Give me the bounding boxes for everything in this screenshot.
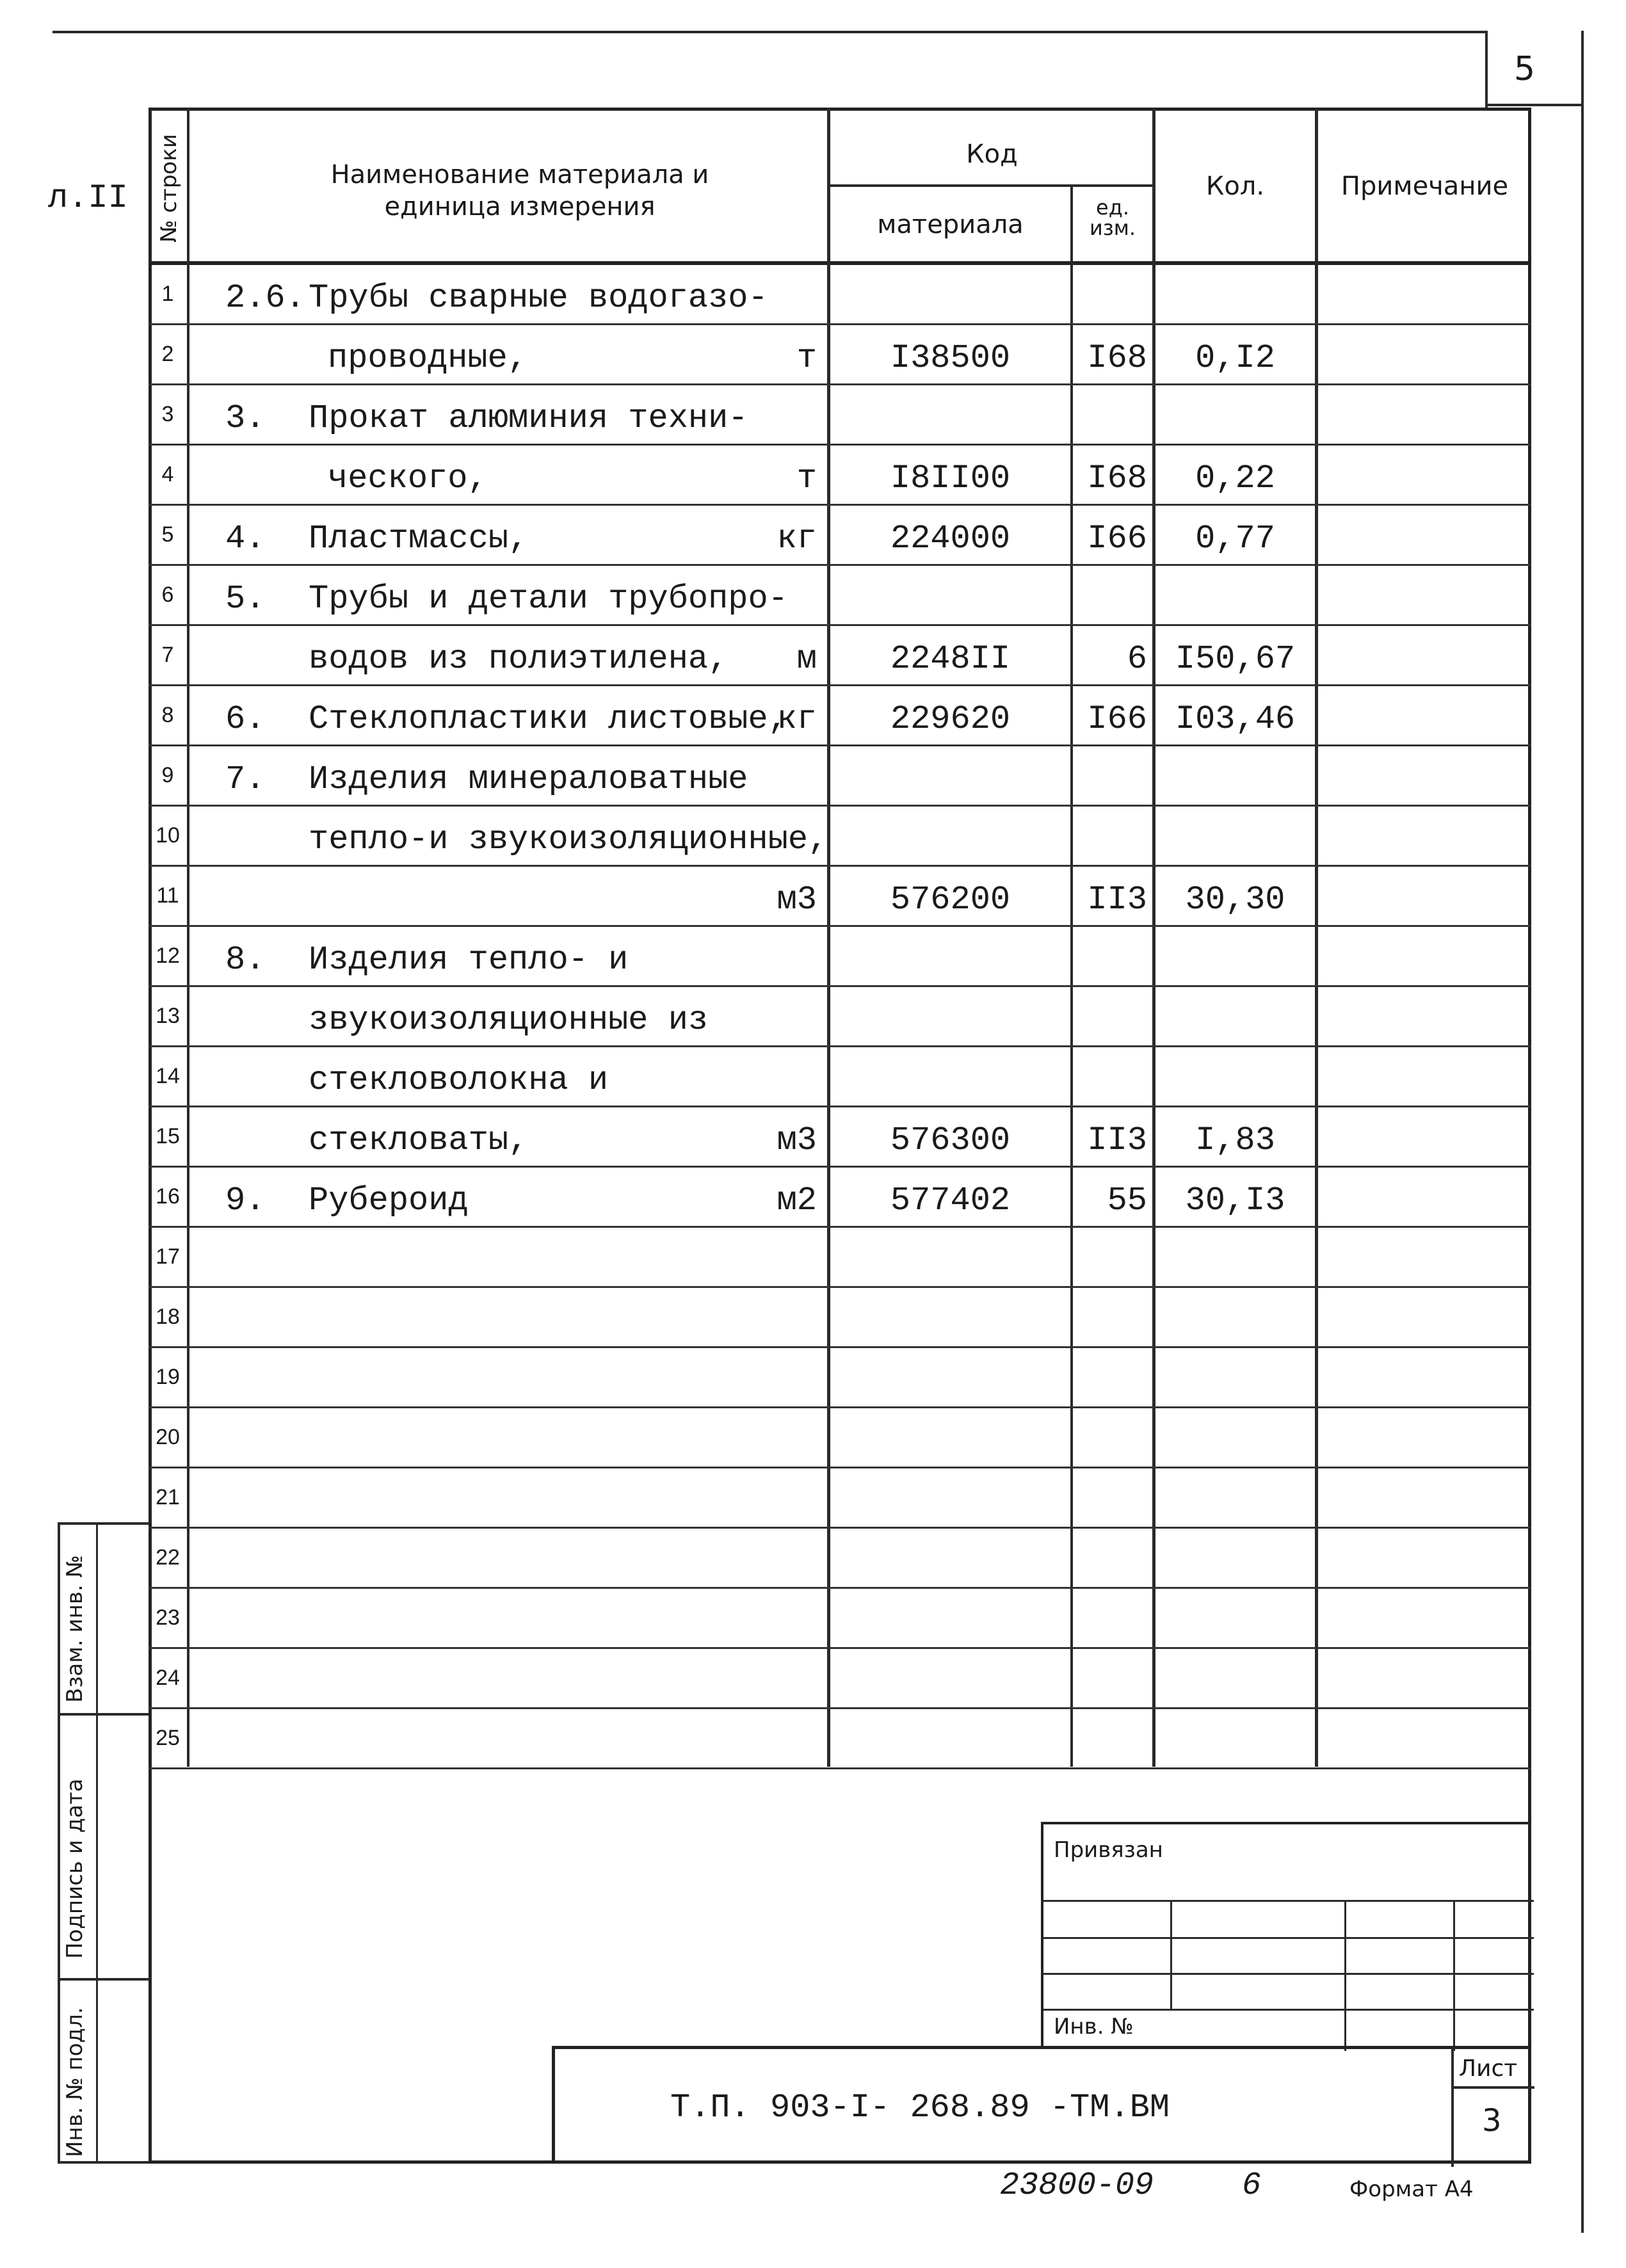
unit-code <box>1073 746 1152 805</box>
unit: м <box>796 640 817 678</box>
row-number: 10 <box>156 823 180 848</box>
table-row <box>149 1649 1531 1709</box>
unit-code <box>1073 265 1152 323</box>
material-code <box>830 746 1070 805</box>
format-label: Формат А4 <box>1349 2176 1474 2202</box>
inv-no-label: Инв. № <box>1054 2014 1134 2039</box>
row-number: 19 <box>156 1365 180 1389</box>
table-row <box>149 446 1531 506</box>
quantity <box>1155 566 1315 624</box>
material-code: 577402 <box>890 1182 1011 1219</box>
material-name: стекловаты, <box>309 1122 529 1159</box>
quantity <box>1155 265 1315 323</box>
sheet-number: 3 <box>1482 2103 1502 2139</box>
unit-code <box>1073 927 1152 985</box>
unit-code: I68 <box>1087 460 1147 497</box>
material-name: тепло-и звукоизоляционные, <box>309 821 828 858</box>
material-code <box>830 1589 1070 1647</box>
material-name: Рубероид <box>309 1182 469 1219</box>
unit <box>744 265 821 323</box>
row-number: 5 <box>161 522 174 547</box>
material-code: 224000 <box>890 520 1011 558</box>
material-name: ческого, <box>328 460 488 497</box>
unit: кг <box>777 520 817 558</box>
row-number: 9 <box>161 763 174 787</box>
table-row <box>149 1408 1531 1468</box>
materials-table <box>149 108 1531 1767</box>
row-number: 24 <box>156 1666 180 1690</box>
row-number: 11 <box>156 883 179 908</box>
material-name: звукоизоляционные из <box>309 1001 709 1039</box>
unit <box>744 1529 821 1587</box>
table-row <box>149 1168 1531 1228</box>
material-code <box>830 927 1070 985</box>
note <box>1318 1348 1531 1406</box>
item-number <box>225 1107 302 1166</box>
row-number: 4 <box>161 462 174 487</box>
unit: кг <box>777 700 817 738</box>
table-row <box>149 1529 1531 1589</box>
note <box>1318 686 1531 744</box>
unit-code <box>1073 1288 1152 1346</box>
quantity <box>1155 1288 1315 1346</box>
material-code: I38500 <box>890 339 1011 377</box>
unit-code <box>1073 1649 1152 1707</box>
table-row <box>149 1047 1531 1107</box>
material-name: Изделия тепло- и <box>309 941 629 979</box>
note <box>1318 446 1531 504</box>
row-number-header: № строки <box>156 134 182 243</box>
unit <box>744 1589 821 1647</box>
material-code <box>830 987 1070 1045</box>
note <box>1318 566 1531 624</box>
table-row <box>149 1107 1531 1168</box>
unit <box>744 566 821 624</box>
table-row <box>149 325 1531 385</box>
quantity <box>1155 1709 1315 1767</box>
item-number: 4. <box>225 520 266 558</box>
unit <box>744 1709 821 1767</box>
quantity <box>1155 1589 1315 1647</box>
note <box>1318 1228 1531 1286</box>
item-number <box>225 1468 302 1527</box>
item-number <box>225 1649 302 1707</box>
material-code <box>830 1047 1070 1106</box>
note <box>1318 987 1531 1045</box>
note <box>1318 1168 1531 1226</box>
material-name: Пластмассы, <box>309 520 529 558</box>
item-number <box>225 1348 302 1406</box>
row-number: 20 <box>156 1425 180 1449</box>
note <box>1318 1589 1531 1647</box>
item-number <box>225 1288 302 1346</box>
side-label-vzam: Взам. инв. № <box>62 1555 88 1703</box>
unit <box>744 1468 821 1527</box>
unit <box>744 987 821 1045</box>
material-code <box>830 1649 1070 1707</box>
material-code <box>830 1408 1070 1467</box>
material-name: Изделия минераловатные <box>309 760 748 798</box>
note <box>1318 867 1531 925</box>
stamp-block <box>1041 1822 1531 2048</box>
row-number: 8 <box>161 703 174 727</box>
material-name: проводные, <box>328 339 528 377</box>
material-code: 229620 <box>890 700 1011 738</box>
item-number: 2.6. <box>225 279 305 317</box>
unit <box>744 1228 821 1286</box>
table-row <box>149 626 1531 686</box>
material-name: водов из полиэтилена, <box>309 640 728 678</box>
material-name <box>309 867 808 925</box>
material-code <box>830 566 1070 624</box>
item-number <box>225 867 302 925</box>
note <box>1318 265 1531 323</box>
row-number: 7 <box>161 643 174 667</box>
name-header <box>232 159 808 223</box>
item-number: 5. <box>225 580 266 618</box>
material-name <box>309 1709 808 1767</box>
item-number <box>225 1589 302 1647</box>
unit <box>744 1047 821 1106</box>
material-code <box>830 1228 1070 1286</box>
item-number <box>225 446 302 504</box>
note <box>1318 1649 1531 1707</box>
table-row <box>149 566 1531 626</box>
quantity <box>1155 987 1315 1045</box>
unit-code-header <box>1073 197 1152 238</box>
quantity <box>1155 1348 1315 1406</box>
quantity-header: Кол. <box>1205 172 1265 201</box>
unit-code <box>1073 1529 1152 1587</box>
note <box>1318 1529 1531 1587</box>
title-block <box>552 2046 1531 2164</box>
unit: м2 <box>777 1182 817 1219</box>
item-number <box>225 1529 302 1587</box>
row-number: 14 <box>156 1064 180 1088</box>
unit-code: 6 <box>1127 640 1147 678</box>
privyazan-label: Привязан <box>1054 1837 1163 1863</box>
note <box>1318 1408 1531 1467</box>
material-code-header: материала <box>877 210 1024 239</box>
table-row <box>149 1589 1531 1649</box>
unit-code: I68 <box>1087 339 1147 377</box>
material-name <box>309 1348 808 1406</box>
unit-header-line2: изм. <box>1089 216 1136 240</box>
unit: т <box>796 460 817 497</box>
table-row <box>149 987 1531 1047</box>
table-row <box>149 746 1531 807</box>
table-row <box>149 265 1531 325</box>
quantity <box>1155 1649 1315 1707</box>
row-number: 12 <box>156 944 180 968</box>
row-number: 6 <box>161 583 174 607</box>
note <box>1318 385 1531 444</box>
quantity: I03,46 <box>1175 700 1296 738</box>
unit <box>744 927 821 985</box>
material-code <box>830 265 1070 323</box>
row-number: 18 <box>156 1305 180 1329</box>
quantity: 0,77 <box>1195 520 1275 558</box>
row-number: 15 <box>156 1124 180 1148</box>
archive-page: 6 <box>1242 2167 1262 2204</box>
row-number: 17 <box>156 1244 180 1269</box>
item-number <box>225 1408 302 1467</box>
material-code: 576200 <box>890 881 1011 919</box>
table-row <box>149 1709 1531 1769</box>
quantity <box>1155 385 1315 444</box>
item-number <box>225 1228 302 1286</box>
item-number <box>225 987 302 1045</box>
material-name <box>309 1529 808 1587</box>
margin-note: л.II <box>48 179 128 217</box>
unit-code <box>1073 1047 1152 1106</box>
item-number: 8. <box>225 941 266 979</box>
unit: м3 <box>777 881 817 919</box>
quantity <box>1155 746 1315 805</box>
material-name: Стеклопластики листовые, <box>309 700 788 738</box>
unit-code: II3 <box>1087 1122 1147 1159</box>
archive-number: 23800-09 <box>1000 2167 1154 2204</box>
item-number: 6. <box>225 700 266 738</box>
table-row <box>149 867 1531 927</box>
quantity: 0,I2 <box>1195 339 1275 377</box>
unit-code <box>1073 1468 1152 1527</box>
code-header: Код <box>966 140 1018 169</box>
material-code <box>830 807 1070 865</box>
material-code: 2248II <box>890 640 1011 678</box>
note <box>1318 1709 1531 1767</box>
unit <box>744 746 821 805</box>
note <box>1318 1288 1531 1346</box>
quantity <box>1155 1047 1315 1106</box>
note <box>1318 506 1531 564</box>
unit-code: I66 <box>1087 700 1147 738</box>
unit: т <box>796 339 817 377</box>
item-number: 3. <box>225 399 266 437</box>
item-number: 7. <box>225 760 266 798</box>
material-name: Прокат алюминия техни- <box>309 399 748 437</box>
material-code: I8II00 <box>890 460 1011 497</box>
material-code <box>830 385 1070 444</box>
quantity: I50,67 <box>1175 640 1296 678</box>
material-name <box>309 1288 808 1346</box>
name-header-line2: единица измерения <box>384 192 656 221</box>
material-code <box>830 1709 1070 1767</box>
unit: м3 <box>777 1122 817 1159</box>
unit-code <box>1073 385 1152 444</box>
unit <box>744 1649 821 1707</box>
unit <box>744 385 821 444</box>
material-code <box>830 1348 1070 1406</box>
unit-code <box>1073 1228 1152 1286</box>
item-number <box>225 626 302 684</box>
unit-code <box>1073 987 1152 1045</box>
unit <box>744 1408 821 1467</box>
material-name: Трубы сварные водогазо- <box>309 279 768 317</box>
material-name: стекловолокна и <box>309 1061 609 1099</box>
quantity <box>1155 1529 1315 1587</box>
note <box>1318 325 1531 383</box>
table-row <box>149 927 1531 987</box>
side-label-podpis: Подпись и дата <box>62 1778 88 1959</box>
unit-code: II3 <box>1087 881 1147 919</box>
row-number: 1 <box>161 282 174 306</box>
unit-code: I66 <box>1087 520 1147 558</box>
unit-code <box>1073 566 1152 624</box>
quantity <box>1155 1408 1315 1467</box>
material-code <box>830 1288 1070 1346</box>
row-number: 22 <box>156 1545 180 1570</box>
table-row <box>149 1288 1531 1348</box>
unit-code <box>1073 1589 1152 1647</box>
table-row <box>149 1228 1531 1288</box>
table-row <box>149 686 1531 746</box>
row-number: 2 <box>161 342 174 366</box>
quantity <box>1155 807 1315 865</box>
item-number <box>225 325 302 383</box>
quantity: 30,30 <box>1185 881 1285 919</box>
table-row <box>149 1468 1531 1529</box>
unit <box>744 1288 821 1346</box>
page-number: 5 <box>1514 50 1536 88</box>
unit-code <box>1073 1709 1152 1767</box>
material-name: Трубы и детали трубопро- <box>309 580 788 618</box>
note <box>1318 1107 1531 1166</box>
table-row <box>149 506 1531 566</box>
note <box>1318 1047 1531 1106</box>
unit <box>744 1348 821 1406</box>
note <box>1318 807 1531 865</box>
note <box>1318 1468 1531 1527</box>
material-code: 576300 <box>890 1122 1011 1159</box>
document-designation: Т.П. 903-I- 268.89 -ТМ.ВМ <box>670 2089 1170 2127</box>
quantity <box>1155 1468 1315 1527</box>
unit-code <box>1073 1348 1152 1406</box>
unit-header-line1: ед. <box>1096 195 1129 220</box>
row-number: 21 <box>156 1485 180 1509</box>
material-name <box>309 1468 808 1527</box>
quantity: 30,I3 <box>1185 1182 1285 1219</box>
side-label-inv-podl: Инв. № подл. <box>62 2007 88 2157</box>
table-row <box>149 807 1531 867</box>
sheet-label: Лист <box>1459 2055 1518 2082</box>
unit-code <box>1073 807 1152 865</box>
unit <box>744 807 821 865</box>
note-header: Примечание <box>1340 172 1509 201</box>
item-number <box>225 807 302 865</box>
note <box>1318 927 1531 985</box>
item-number <box>225 1709 302 1767</box>
item-number <box>225 1047 302 1106</box>
table-row <box>149 1348 1531 1408</box>
material-name <box>309 1589 808 1647</box>
quantity: I,83 <box>1195 1122 1275 1159</box>
row-number: 3 <box>161 402 174 426</box>
quantity: 0,22 <box>1195 460 1275 497</box>
material-name <box>309 1228 808 1286</box>
quantity <box>1155 927 1315 985</box>
material-code <box>830 1529 1070 1587</box>
table-header <box>149 108 1531 265</box>
row-number: 23 <box>156 1605 180 1630</box>
row-number: 25 <box>156 1726 180 1750</box>
row-number: 16 <box>156 1184 180 1209</box>
material-name <box>309 1408 808 1467</box>
note <box>1318 746 1531 805</box>
item-number: 9. <box>225 1182 266 1219</box>
unit-code <box>1073 1408 1152 1467</box>
material-name <box>309 1649 808 1707</box>
material-code <box>830 1468 1070 1527</box>
table-row <box>149 385 1531 446</box>
unit-code: 55 <box>1107 1182 1147 1219</box>
note <box>1318 626 1531 684</box>
row-number: 13 <box>156 1004 180 1028</box>
quantity <box>1155 1228 1315 1286</box>
name-header-line1: Наименование материала и <box>330 160 709 189</box>
